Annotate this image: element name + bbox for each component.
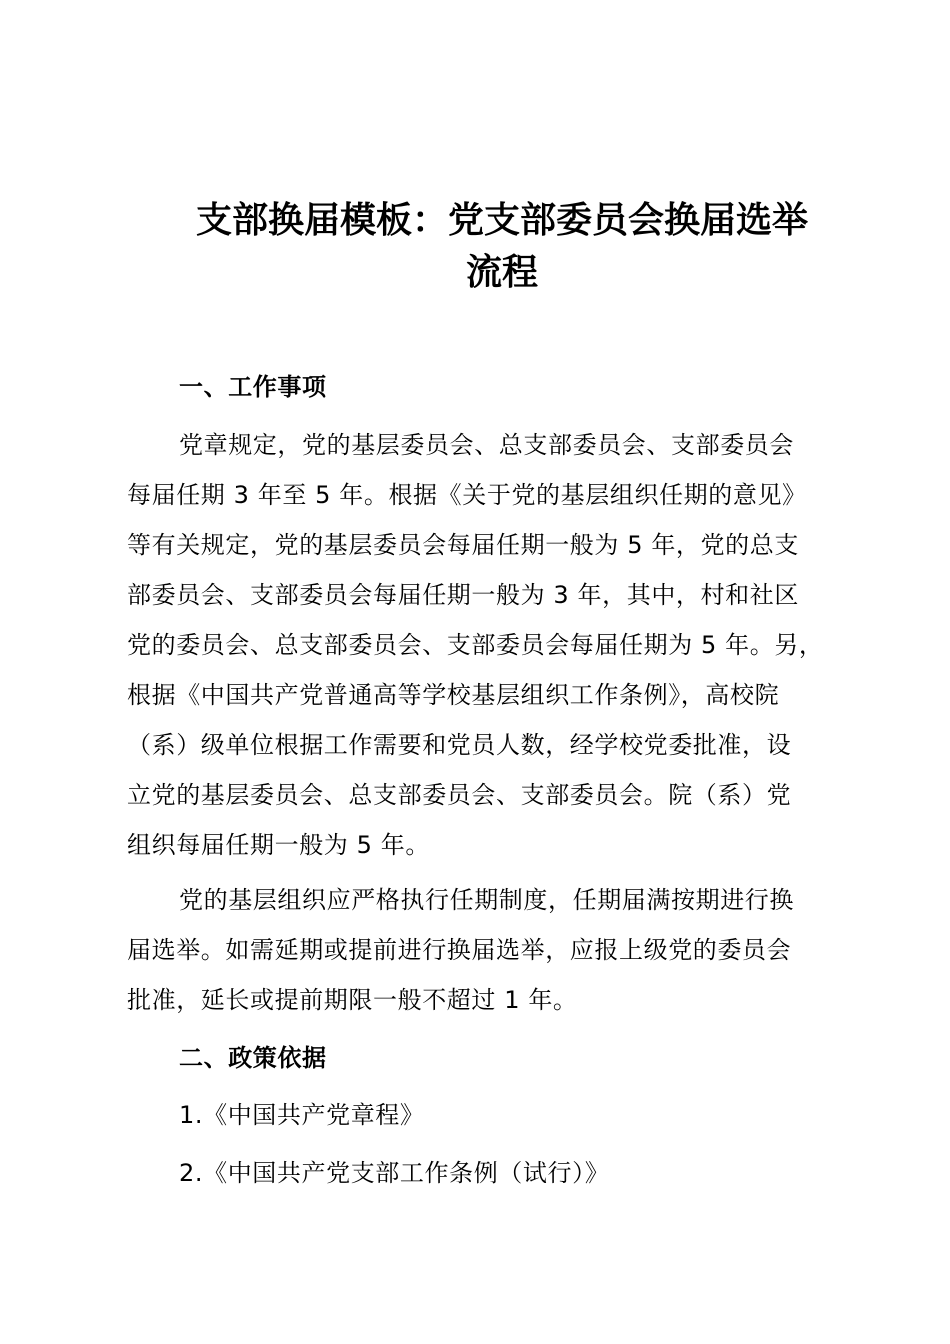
paragraph-term-enforcement [127, 875, 827, 1025]
title-line-2: 流程 [465, 252, 538, 293]
paragraph-line: 根据《中国共产党普通高等学校基层组织工作条例》，高校院 [127, 681, 780, 709]
paragraph-line: 组织每届任期一般为 5 年。 [127, 831, 430, 859]
paragraph-line: 立党的基层委员会、总支部委员会、支部委员会。院（系）党 [127, 781, 792, 809]
paragraph-line: 等有关规定，党的基层委员会每届任期一般为 5 年，党的总支 [127, 531, 799, 559]
policy-list [127, 1090, 827, 1198]
paragraph-line: 党的委员会、总支部委员会、支部委员会每届任期为 5 年。另， [127, 631, 824, 659]
paragraph-line: 每届任期 3 年至 5 年。根据《关于党的基层组织任期的意见》 [127, 481, 807, 509]
section-heading-work-items: 一、工作事项 [179, 373, 327, 401]
policy-list-item: 1.《中国共产党章程》 [179, 1101, 425, 1129]
document-title [127, 195, 877, 299]
section-heading-policy-basis: 二、政策依据 [179, 1044, 327, 1072]
paragraph-line: （系）级单位根据工作需要和党员人数，经学校党委批准，设 [127, 731, 792, 759]
paragraph-term-rules [127, 420, 827, 870]
policy-list-item: 2.《中国共产党支部工作条例（试行）》 [179, 1159, 610, 1187]
title-line-1: 支部换届模板：党支部委员会换届选举 [195, 200, 808, 241]
paragraph-line: 届选举。如需延期或提前进行换届选举，应报上级党的委员会 [127, 936, 792, 964]
paragraph-line: 部委员会、支部委员会每届任期一般为 3 年，其中，村和社区 [127, 581, 799, 609]
paragraph-line: 党章规定，党的基层委员会、总支部委员会、支部委员会 [179, 431, 794, 459]
paragraph-line: 批准，延长或提前期限一般不超过 1 年。 [127, 986, 578, 1014]
section-1 [127, 362, 827, 412]
section-2 [127, 1033, 827, 1083]
paragraph-line: 党的基层组织应严格执行任期制度，任期届满按期进行换 [179, 886, 794, 914]
